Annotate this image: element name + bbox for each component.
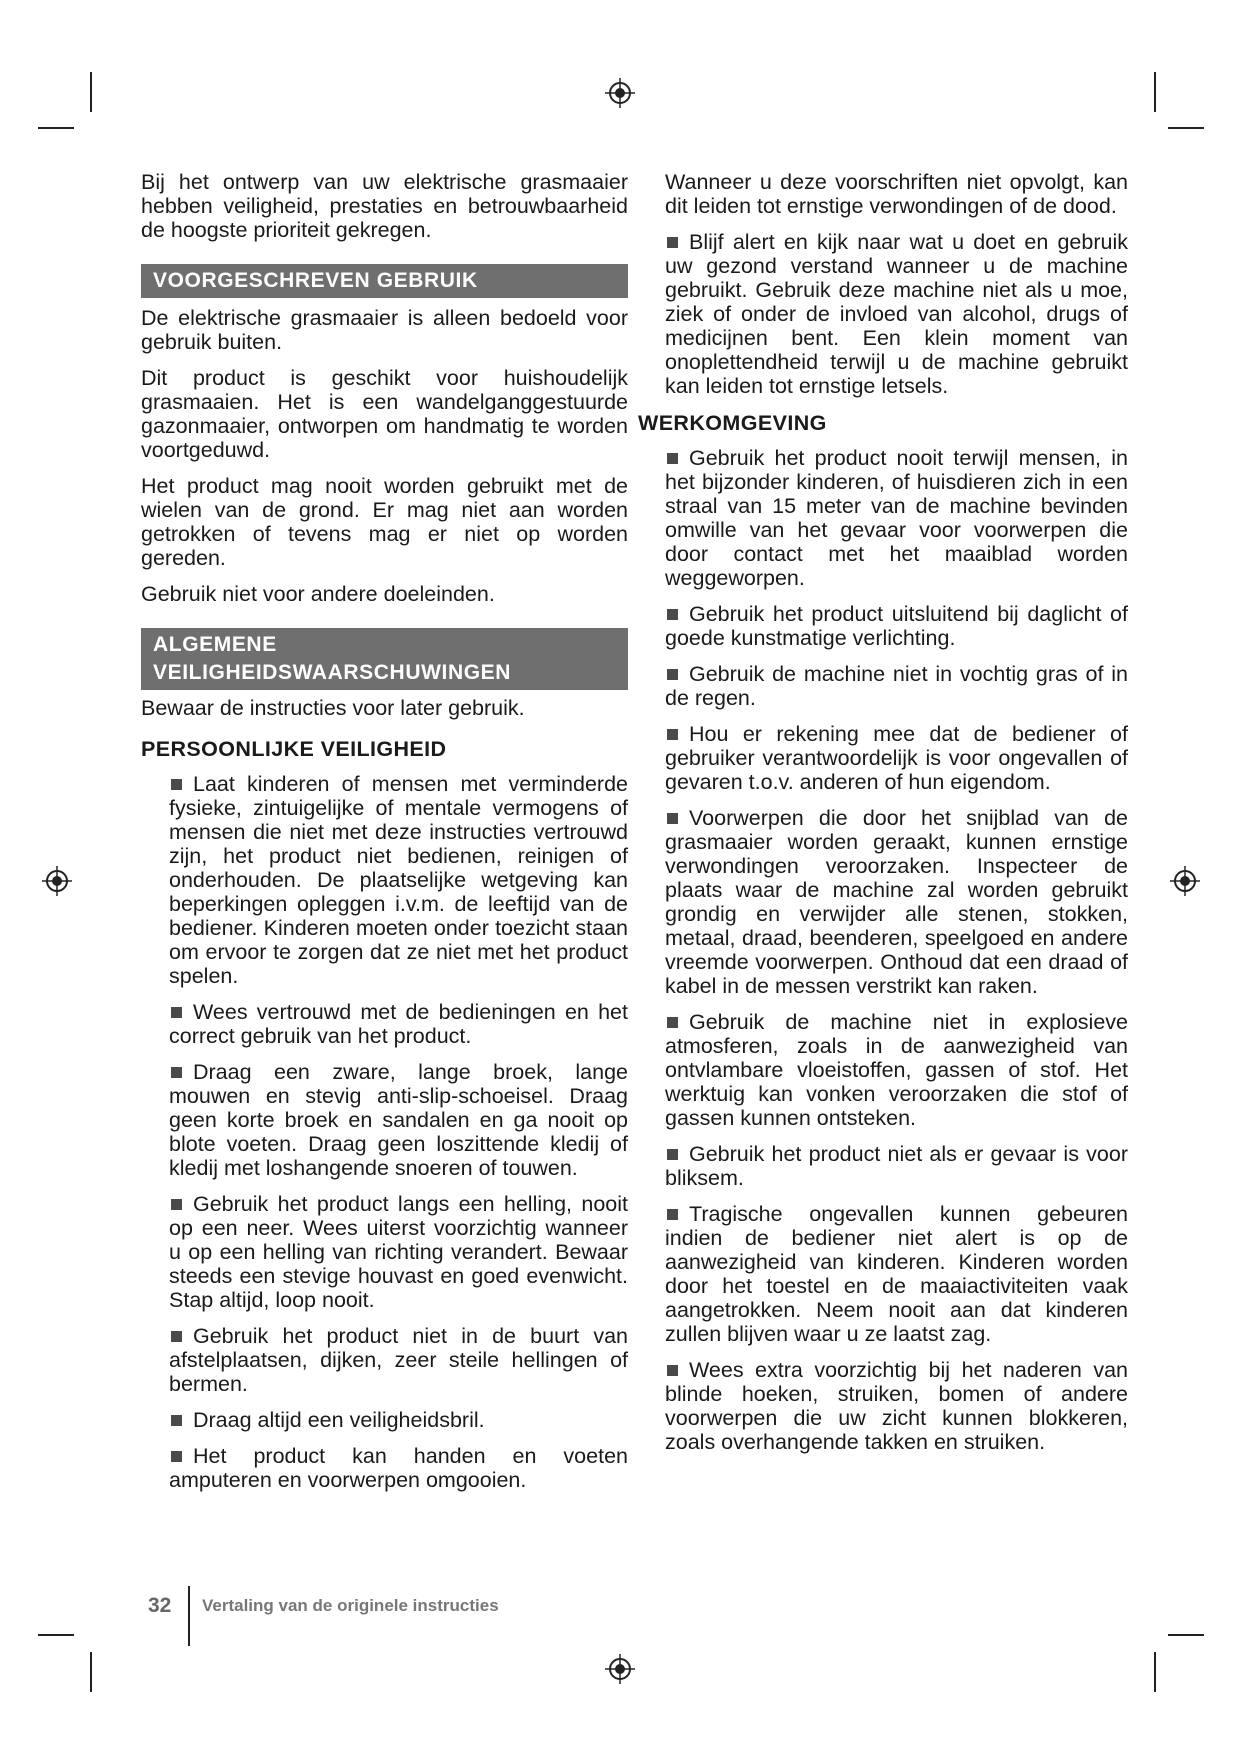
list-item: Laat kinderen of mensen met verminderde fysieke, zintuigelijke of mentale vermogens of mensen die niet met deze instructies vertrouwd zijn, het product niet bedienen, reinigen of onderhouden. De plaatselijke wetgeving kan beperkingen opleggen i.v.m. de leeftijd van de bediener. Kinderen moeten onder toezicht staan om ervoor te zorgen dat ze niet met het product spelen. (169, 772, 628, 988)
square-bullet-icon (667, 669, 678, 680)
list-item: Voorwerpen die door het snijblad van de grasmaaier worden geraakt, kunnen ernstige verwondingen veroorzaken. Inspecteer de plaats waar de machine zal worden gebruikt grondig en verwijder alle stenen, stokken, metaal, draad, beenderen, speelgoed en andere vreemde voorwerpen. Onthoud dat een draad of kabel in de messen verstrikt kan raken. (665, 806, 1128, 998)
list-item: Gebruik het product niet in de buurt van afstelplaatsen, dijken, zeer steile hellingen of bermen. (169, 1324, 628, 1396)
bullet-list (638, 230, 1128, 398)
square-bullet-icon (171, 1067, 182, 1078)
section-heading-safety-warnings (141, 628, 628, 690)
right-column (638, 170, 1128, 1466)
paragraph: Bewaar de instructies voor later gebruik. (141, 696, 525, 720)
square-bullet-icon (171, 1331, 182, 1342)
crop-mark-bottom-right-h (1168, 1634, 1204, 1636)
section-heading-intended-use: VOORGESCHREVEN GEBRUIK (141, 264, 628, 298)
square-bullet-icon (171, 1007, 182, 1018)
crop-mark-bottom-left-h (38, 1634, 74, 1636)
list-item: Gebruik de machine niet in explosieve atmosferen, zoals in de aanwezigheid van ontvlambare vloeistoffen, gassen of stof. Het werktuig kan vonken veroorzaken die stof of gassen kunnen ontsteken. (665, 1010, 1128, 1130)
left-column (141, 170, 628, 1504)
list-item: Blijf alert en kijk naar wat u doet en gebruik uw gezond verstand wanneer u de machine gebruikt. Gebruik deze machine niet als u moe, ziek of onder de invloed van alcohol, drugs of medicijnen bent. Een klein moment van onoplettendheid terwijl u de machine gebruikt kan leiden tot ernstige letsels. (665, 230, 1128, 398)
footer-caption: Vertaling van de originele instructies (202, 1596, 499, 1615)
list-item: Wees vertrouwd met de bedieningen en het correct gebruik van het product. (169, 1000, 628, 1048)
list-item: Het product kan handen en voeten amputeren en voorwerpen omgooien. (169, 1444, 628, 1492)
crosshair-target-icon (42, 866, 72, 896)
square-bullet-icon (667, 237, 678, 248)
subheading-personal-safety: PERSOONLIJKE VEILIGHEID (141, 737, 447, 761)
footer-divider (188, 1586, 190, 1646)
square-bullet-icon (667, 1149, 678, 1160)
crop-mark-bottom-right-v (1154, 1652, 1156, 1692)
crop-mark-bottom-left-v (90, 1652, 92, 1692)
square-bullet-icon (171, 1451, 182, 1462)
list-item: Gebruik het product uitsluitend bij daglicht of goede kunstmatige verlichting. (665, 602, 1128, 650)
square-bullet-icon (171, 1415, 182, 1426)
crop-mark-top-right-h (1168, 127, 1204, 129)
bullet-list (141, 772, 628, 1492)
page-number: 32 (148, 1594, 172, 1617)
square-bullet-icon (171, 1199, 182, 1210)
square-bullet-icon (667, 813, 678, 824)
subheading-work-environment: WERKOMGEVING (638, 411, 827, 435)
crop-mark-top-right-v (1154, 72, 1156, 112)
section-heading-line: VEILIGHEIDSWAARSCHUWINGEN (153, 661, 512, 684)
square-bullet-icon (667, 729, 678, 740)
paragraph: Het product mag nooit worden gebruikt met de wielen van de grond. Er mag niet aan worden getrokken of tevens mag er niet op worden gereden. (141, 474, 628, 570)
square-bullet-icon (667, 1365, 678, 1376)
crosshair-target-icon (605, 1654, 635, 1684)
bullet-list (638, 446, 1128, 1454)
paragraph: Gebruik niet voor andere doeleinden. (141, 582, 495, 606)
crop-mark-top-left-v (90, 72, 92, 112)
list-item: Draag altijd een veiligheidsbril. (169, 1408, 628, 1432)
list-item: Gebruik het product langs een helling, nooit op een neer. Wees uiterst voorzichtig wanneer u op een helling van richting verandert. Bewaar steeds een stevige houvast en goed evenwicht. Stap altijd, loop nooit. (169, 1192, 628, 1312)
intro-paragraph: Bij het ontwerp van uw elektrische grasmaaier hebben veiligheid, prestaties en betrouwbaarheid de hoogste prioriteit gekregen. (141, 170, 628, 242)
square-bullet-icon (667, 453, 678, 464)
list-item: Wees extra voorzichtig bij het naderen van blinde hoeken, struiken, bomen of andere voorwerpen die uw zicht kunnen blokkeren, zoals overhangende takken en struiken. (665, 1358, 1128, 1454)
list-item: Gebruik het product nooit terwijl mensen, in het bijzonder kinderen, of huisdieren zich in een straal van 15 meter van de machine bevinden omwille van het gevaar voor voorwerpen die door contact met het maaiblad worden weggeworpen. (665, 446, 1128, 590)
crosshair-target-icon (1170, 866, 1200, 896)
square-bullet-icon (667, 609, 678, 620)
list-item: Gebruik de machine niet in vochtig gras of in de regen. (665, 662, 1128, 710)
paragraph: De elektrische grasmaaier is alleen bedoeld voor gebruik buiten. (141, 306, 628, 354)
crosshair-target-icon (605, 78, 635, 108)
list-item: Gebruik het product niet als er gevaar is voor bliksem. (665, 1142, 1128, 1190)
paragraph: Dit product is geschikt voor huishoudelijk grasmaaien. Het is een wandelganggestuurde gazonmaaier, ontworpen om handmatig te worden voortgeduwd. (141, 366, 628, 462)
crop-mark-top-left-h (38, 127, 74, 129)
paragraph: Wanneer u deze voorschriften niet opvolgt, kan dit leiden tot ernstige verwondingen of de dood. (665, 170, 1128, 218)
list-item: Hou er rekening mee dat de bediener of gebruiker verantwoordelijk is voor ongevallen of gevaren t.o.v. anderen of hun eigendom. (665, 722, 1128, 794)
list-item: Draag een zware, lange broek, lange mouwen en stevig anti-slip-schoeisel. Draag geen korte broek en sandalen en ga nooit op blote voeten. Draag geen loszittende kledij of kledij met loshangende snoeren of touwen. (169, 1060, 628, 1180)
square-bullet-icon (667, 1017, 678, 1028)
list-item: Tragische ongevallen kunnen gebeuren indien de bediener niet alert is op de aanwezigheid van kinderen. Kinderen worden door het toestel en de maaiactiviteiten vaak aangetrokken. Neem nooit aan dat kinderen zullen blijven waar u ze laatst zag. (665, 1202, 1128, 1346)
square-bullet-icon (171, 779, 182, 790)
square-bullet-icon (667, 1209, 678, 1220)
section-heading-line: ALGEMENE (153, 633, 277, 656)
